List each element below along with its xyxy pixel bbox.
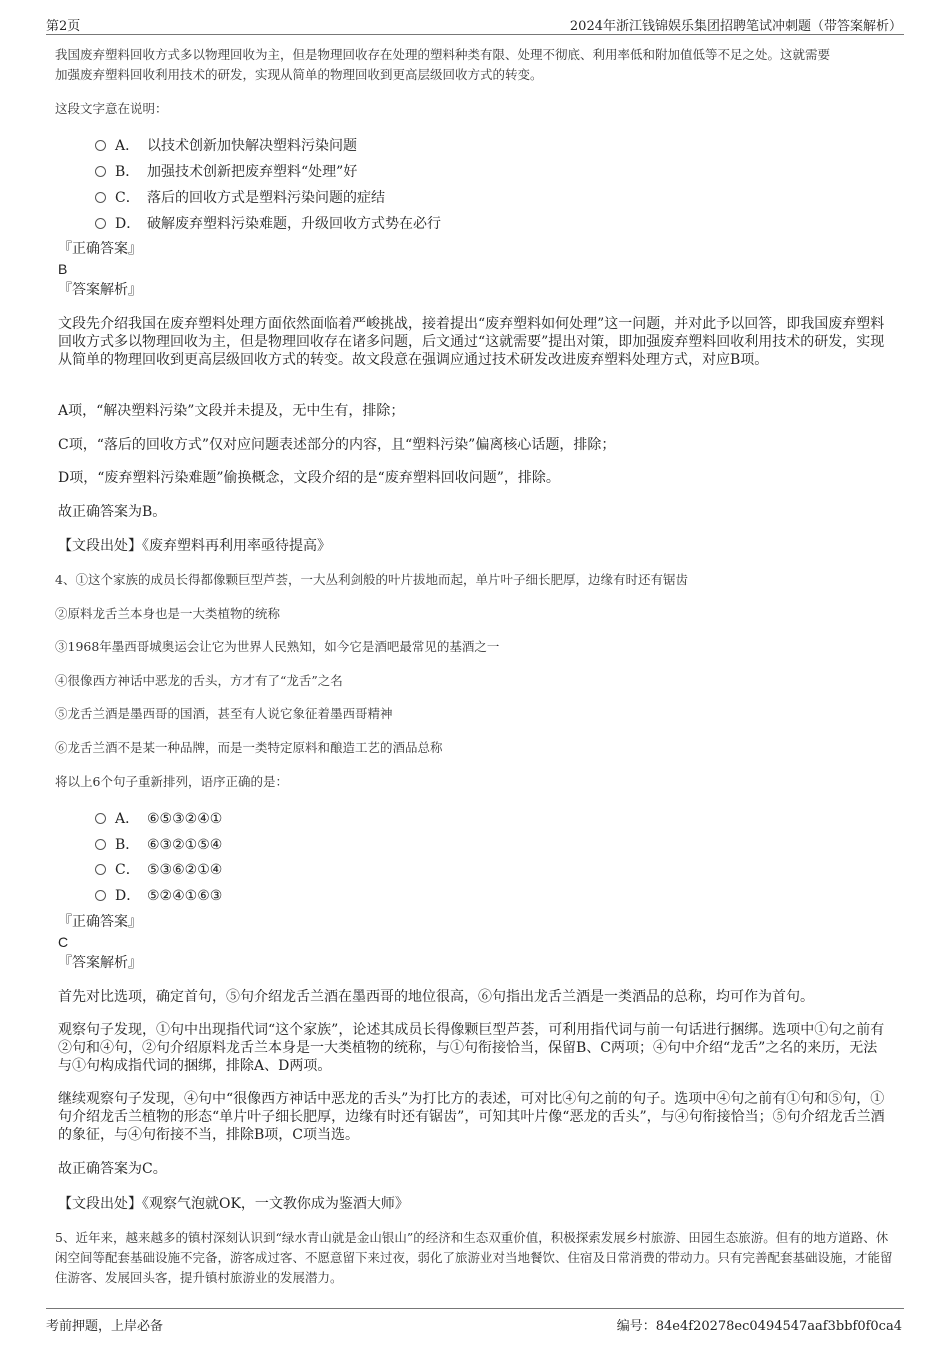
q4-sentence-6: ⑥龙舌兰酒不是某一种品牌，而是一类特定原料和酿造工艺的酒品总称 <box>55 740 443 755</box>
radio-icon[interactable] <box>95 140 106 151</box>
q4-analysis-paragraph: 继续观察句子发现，④句中“很像西方神话中恶龙的舌头”为打比方的表述，可对比④句之前的句子。选项中④句之前有①句和⑤句，①句介绍龙舌兰植物的形态“单片叶子细长肥厚，边缘有时还有锯齿”，可知其叶片像“恶龙的舌头”，与④句衔接恰当；⑤句介绍龙舌兰酒的象征，与④句衔接不当，排除B项，C项当选。 <box>58 1091 885 1143</box>
q4-option-c[interactable]: C． ⑤③⑥②①④ <box>95 859 222 879</box>
radio-icon[interactable] <box>95 890 106 901</box>
document-id: 编号：84e4f20278ec0494547aaf3bbf0f0ca4 <box>616 1319 902 1334</box>
q4-option-d[interactable]: D． ⑤②④①⑥③ <box>95 885 222 905</box>
q3-option-d[interactable]: D． 破解废弃塑料污染难题，升级回收方式势在必行 <box>95 213 441 233</box>
q4-analysis-paragraph: 观察句子发现，①句中出现指代词“这个家族”，论述其成员长得像颗巨型芦荟，可利用指代词与前一句话进行捆绑。选项中①句之前有②句和④句，②句介绍原料龙舌兰本身是一大类植物的统称，与①句衔接恰当，保留B、C两项；④句中介绍“龙舌”之名的来历，无法与①句构成指代词的捆绑，排除A、D两项。 <box>58 1022 885 1074</box>
q3-analysis-paragraph: C项，“落后的回收方式”仅对应问题表述部分的内容，且“塑料污染”偏离核心话题，排除； <box>58 437 616 453</box>
q3-analysis-paragraph: D项，“废弃塑料污染难题”偷换概念，文段介绍的是“废弃塑料回收问题”，排除。 <box>58 470 560 486</box>
q3-passage-line-2: 加强废弃塑料回收利用技术的研发，实现从简单的物理回收到更高层级回收方式的转变。 <box>55 67 543 82</box>
q4-sentence-2: ②原料龙舌兰本身也是一大类植物的统称 <box>55 606 281 621</box>
q3-option-b[interactable]: B． 加强技术创新把废弃塑料“处理”好 <box>95 161 357 181</box>
q4-answer: C <box>58 934 69 950</box>
q3-answer: B <box>58 261 68 277</box>
radio-icon[interactable] <box>95 864 106 875</box>
q4-analysis-label: 『答案解析』 <box>58 955 142 971</box>
q4-sentence-5: ⑤龙舌兰酒是墨西哥的国酒，甚至有人说它象征着墨西哥精神 <box>55 706 393 721</box>
radio-icon[interactable] <box>95 166 106 177</box>
radio-icon[interactable] <box>95 839 106 850</box>
footer-slogan: 考前押题，上岸必备 <box>46 1319 164 1334</box>
q4-answer-label: 『正确答案』 <box>58 914 142 930</box>
radio-icon[interactable] <box>95 813 106 824</box>
q4-sentence-1: 4、①这个家族的成员长得都像颗巨型芦荟，一大丛利剑般的叶片拔地而起，单片叶子细长肥厚，边缘有时还有锯齿 <box>55 572 688 587</box>
q4-analysis-paragraph: 故正确答案为C。 <box>58 1161 167 1177</box>
radio-icon[interactable] <box>95 218 106 229</box>
q3-answer-label: 『正确答案』 <box>58 241 142 257</box>
q3-passage-line-1: 我国废弃塑料回收方式多以物理回收为主，但是物理回收存在处理的塑料种类有限、处理不彻底、利用率低和附加值低等不足之处。这就需要 <box>55 47 831 62</box>
q3-question: 这段文字意在说明： <box>55 101 168 116</box>
q3-source: 【文段出处】《废弃塑料再利用率亟待提高》 <box>58 538 331 554</box>
q5-passage: 5、近年来，越来越多的镇村深刻认识到“绿水青山就是金山银山”的经济和生态双重价值，积极探索发展乡村旅游、田园生态旅游。但有的地方道路、休闲空间等配套基础设施不完备，游客成过客、不愿意留下来过夜，弱化了旅游业对当地餐饮、住宿及日常消费的带动力。只有完善配套基础设施，才能留住游客、发展回头客，提升镇村旅游业的发展潜力。 <box>55 1230 893 1285</box>
q3-option-c[interactable]: C． 落后的回收方式是塑料污染问题的症结 <box>95 187 385 207</box>
q3-option-a[interactable]: A． 以技术创新加快解决塑料污染问题 <box>95 135 357 155</box>
q4-source: 【文段出处】《观察气泡就OK，一文教你成为鉴酒大师》 <box>58 1196 409 1212</box>
document-title: 2024年浙江钱锦娱乐集团招聘笔试冲刺题（带答案解析） <box>569 19 902 34</box>
q4-option-a[interactable]: A． ⑥⑤③②④① <box>95 808 222 828</box>
page-header <box>46 12 904 35</box>
q4-question: 将以上6个句子重新排列，语序正确的是： <box>55 774 288 789</box>
q3-analysis-paragraph: 故正确答案为B。 <box>58 504 167 520</box>
radio-icon[interactable] <box>95 192 106 203</box>
q4-option-b[interactable]: B． ⑥③②①⑤④ <box>95 834 222 854</box>
q4-analysis-paragraph: 首先对比选项，确定首句，⑤句介绍龙舌兰酒在墨西哥的地位很高，⑥句指出龙舌兰酒是一类酒品的总称，均可作为首句。 <box>58 989 814 1005</box>
q3-analysis-paragraph: 文段先介绍我国在废弃塑料处理方面依然面临着严峻挑战，接着提出“废弃塑料如何处理”这一问题，并对此予以回答，即我国废弃塑料回收方式多以物理回收为主，但是物理回收存在诸多问题，后文通过“这就需要”提出对策，即加强废弃塑料回收利用技术的研发，实现从简单的物理回收到更高层级回收方式的转变。故文段意在强调应通过技术研发改进废弃塑料处理方式，对应B项。 <box>58 316 885 368</box>
q3-analysis-label: 『答案解析』 <box>58 282 142 298</box>
q4-sentence-4: ④很像西方神话中恶龙的舌头，方才有了“龙舌”之名 <box>55 673 343 688</box>
q4-sentence-3: ③1968年墨西哥城奥运会让它为世界人民熟知，如今它是酒吧最常见的基酒之一 <box>55 639 500 654</box>
page-footer <box>46 1308 904 1334</box>
q3-analysis-paragraph: A项，“解决塑料污染”文段并未提及，无中生有，排除； <box>58 403 405 419</box>
page-number: 第2页 <box>46 19 81 34</box>
